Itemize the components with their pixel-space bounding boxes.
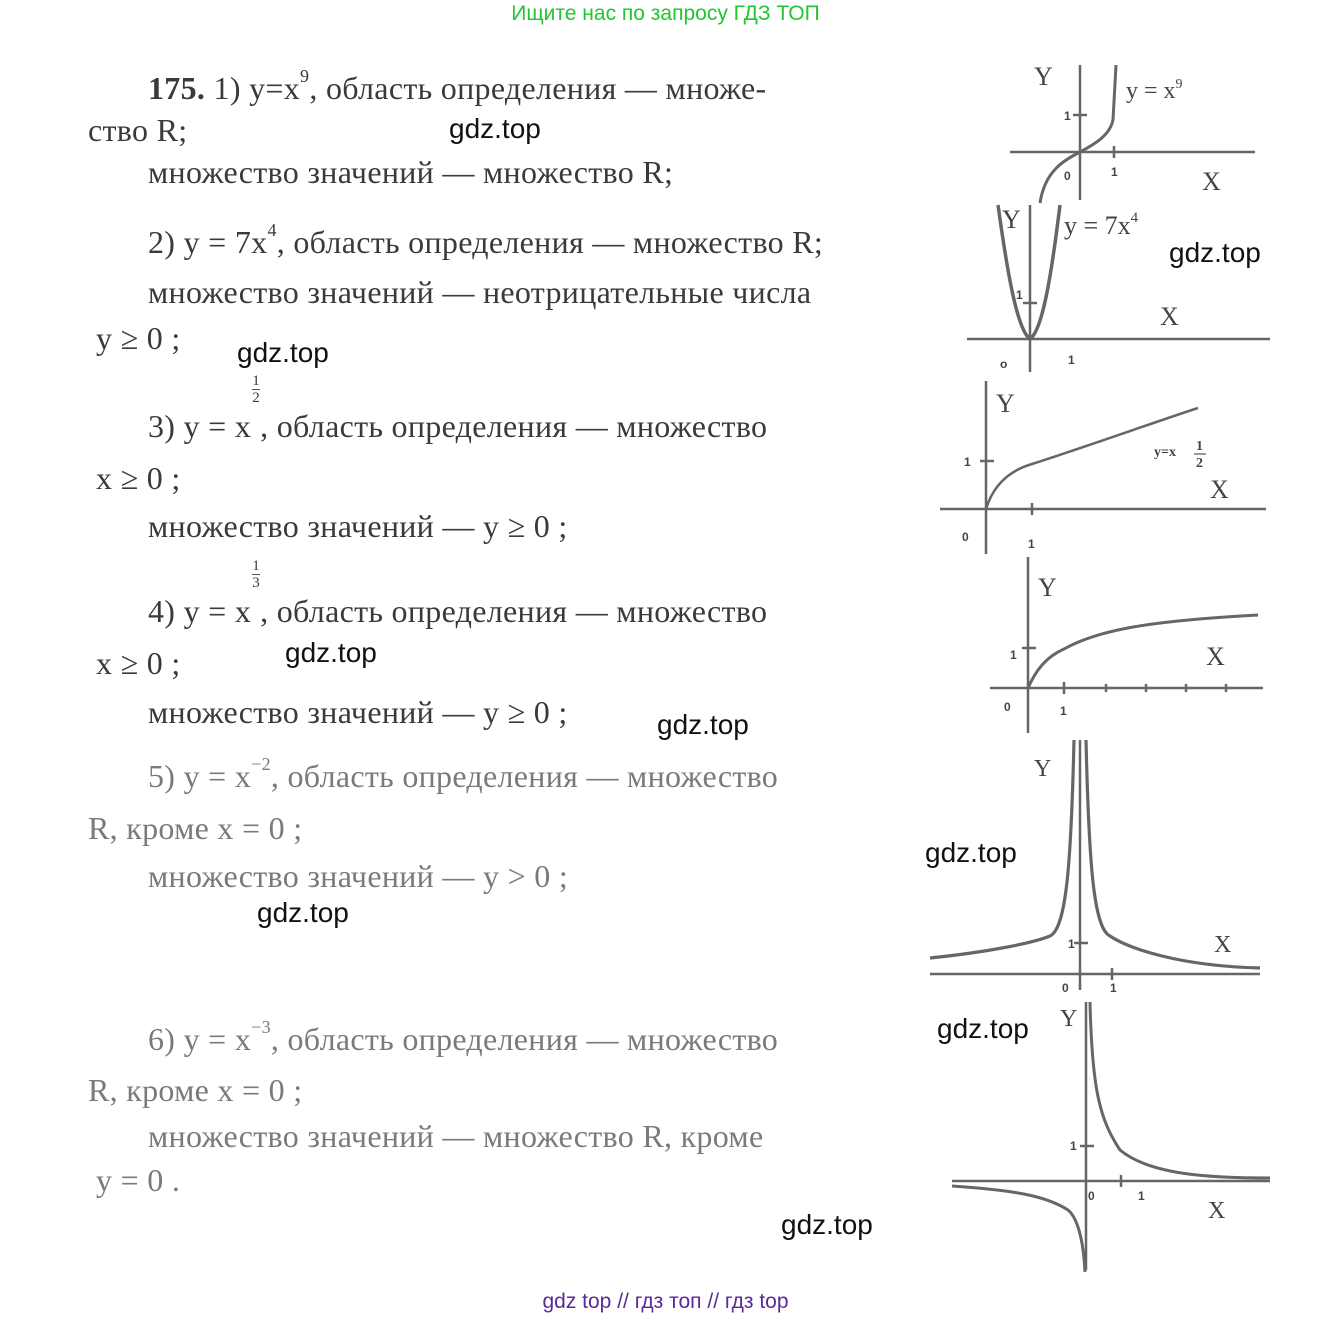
item-label: 1)	[213, 70, 241, 106]
domain-text: , область определения — множество	[270, 758, 779, 794]
tick-label-y: 1	[1070, 1139, 1077, 1153]
fraction-numerator: 1	[252, 558, 261, 574]
formula: y = x	[183, 1021, 252, 1057]
item-5-line-1	[148, 754, 779, 795]
origin-label: 0	[962, 530, 969, 544]
formula: y = x	[183, 408, 252, 444]
watermark: gdz.top	[237, 337, 329, 368]
item-label: 6)	[148, 1021, 176, 1057]
tick-label-y: 1	[1068, 937, 1075, 951]
watermark: gdz.top	[657, 709, 749, 740]
exponent-fraction	[252, 374, 260, 405]
y-axis-label: Y	[1038, 573, 1057, 602]
site-footer-links: gdz top // гдз топ // гдз top	[542, 1290, 789, 1313]
tick-label-x: 1	[1068, 353, 1075, 367]
item-2-line-2: множество значений — неотрицательные числа	[148, 274, 812, 310]
x-axis-label: X	[1214, 932, 1232, 958]
domain-text: , область определения — множество	[260, 593, 768, 629]
problem-number: 175.	[148, 70, 206, 106]
origin-label: 0	[1064, 169, 1071, 183]
item-5-line-2: R, кроме x = 0 ;	[88, 810, 303, 846]
tick-label-y: 1	[1010, 648, 1017, 662]
domain-text: , область определения — множе-	[309, 70, 767, 106]
x-axis-label: X	[1206, 642, 1225, 671]
item-4-line-3: множество значений — y ≥ 0 ;	[148, 694, 568, 730]
formula: y=x	[249, 70, 301, 106]
item-3-line-3: множество значений — y ≥ 0 ;	[148, 508, 568, 544]
item-1-line-1	[148, 66, 767, 107]
item-4-line-2: x ≥ 0 ;	[96, 645, 181, 681]
item-6-line-1	[148, 1017, 779, 1058]
item-2-line-3: y ≥ 0 ;	[96, 320, 181, 356]
item-3-line-2: x ≥ 0 ;	[96, 460, 181, 496]
site-header-banner: Ищите нас по запросу ГДЗ ТОП	[511, 2, 820, 25]
exponent: 9	[300, 66, 310, 86]
caption-exp-den: 2	[1196, 456, 1203, 471]
watermark: gdz.top	[449, 113, 541, 144]
x-axis-label: X	[1210, 475, 1229, 504]
graph-sqrt	[938, 376, 1268, 556]
domain-text: , область определения — множество	[260, 408, 768, 444]
watermark: gdz.top	[781, 1209, 873, 1240]
watermark: gdz.top	[257, 897, 349, 928]
y-axis-label: Y	[1034, 62, 1053, 91]
tick-label-x: 1	[1060, 704, 1067, 718]
tick-label-x: 1	[1028, 537, 1035, 551]
graph-caption: y=x	[1154, 445, 1176, 460]
graph-x-3	[950, 1000, 1272, 1290]
x-axis-label: X	[1208, 1198, 1226, 1224]
tick-label-y: 1	[1016, 288, 1023, 302]
graph-caption: $y = 7x^4$	[1064, 210, 1139, 240]
origin-label: 0	[1004, 700, 1011, 714]
item-1-line-2: ство R;	[88, 112, 188, 148]
item-6-line-3: множество значений — множество R, кроме	[148, 1118, 764, 1154]
fraction-denominator: 2	[252, 390, 261, 406]
graph-7x4	[962, 200, 1272, 375]
item-label: 3)	[148, 408, 176, 444]
formula: y = x	[183, 593, 252, 629]
item-2-line-1	[148, 220, 824, 261]
origin-label: 0	[1062, 981, 1069, 995]
domain-text: , область определения — множество	[270, 1021, 779, 1057]
exponent: 4	[267, 220, 277, 240]
y-axis-label: Y	[1034, 756, 1052, 782]
exponent-fraction	[252, 559, 260, 590]
watermark: gdz.top	[925, 837, 1017, 868]
y-axis-label: Y	[1060, 1006, 1078, 1032]
graph-caption: $y = x^9$	[1126, 77, 1183, 104]
graph-x-2	[928, 738, 1263, 1000]
formula: y = x	[183, 758, 252, 794]
exponent: −2	[251, 754, 271, 774]
tick-label-x: 1	[1111, 165, 1118, 179]
fraction-numerator: 1	[252, 373, 261, 389]
item-1-line-3: множество значений — множество R;	[148, 154, 674, 190]
item-label: 2)	[148, 224, 176, 260]
item-6-line-2: R, кроме x = 0 ;	[88, 1072, 303, 1108]
watermark: gdz.top	[1169, 237, 1261, 268]
x-axis-label: X	[1160, 302, 1179, 331]
tick-label-x: 1	[1110, 981, 1117, 995]
formula: y = 7x	[183, 224, 268, 260]
x-axis-label: X	[1202, 167, 1221, 196]
watermark: gdz.top	[937, 1013, 1029, 1044]
tick-label-x: 1	[1138, 1189, 1145, 1203]
y-axis-label: Y	[996, 389, 1015, 418]
item-3-line-1	[148, 373, 768, 445]
item-4-line-1	[148, 558, 768, 630]
domain-text: , область определения — множество R;	[276, 224, 824, 260]
tick-label-y: 1	[964, 455, 971, 469]
item-label: 5)	[148, 758, 176, 794]
tick-label-y: 1	[1064, 109, 1071, 123]
item-5-line-3: множество значений — y > 0 ;	[148, 858, 569, 894]
item-label: 4)	[148, 593, 176, 629]
exponent: −3	[251, 1017, 271, 1037]
graph-x9	[1000, 60, 1260, 205]
item-6-line-4: y = 0 .	[96, 1162, 181, 1198]
fraction-denominator: 3	[252, 575, 261, 591]
y-axis-label: Y	[1002, 205, 1021, 234]
origin-label: 0	[1088, 1189, 1095, 1203]
origin-label: o	[1000, 357, 1008, 371]
caption-exp-num: 1	[1196, 439, 1203, 454]
graph-cbrt	[988, 555, 1268, 735]
watermark: gdz.top	[285, 637, 377, 668]
